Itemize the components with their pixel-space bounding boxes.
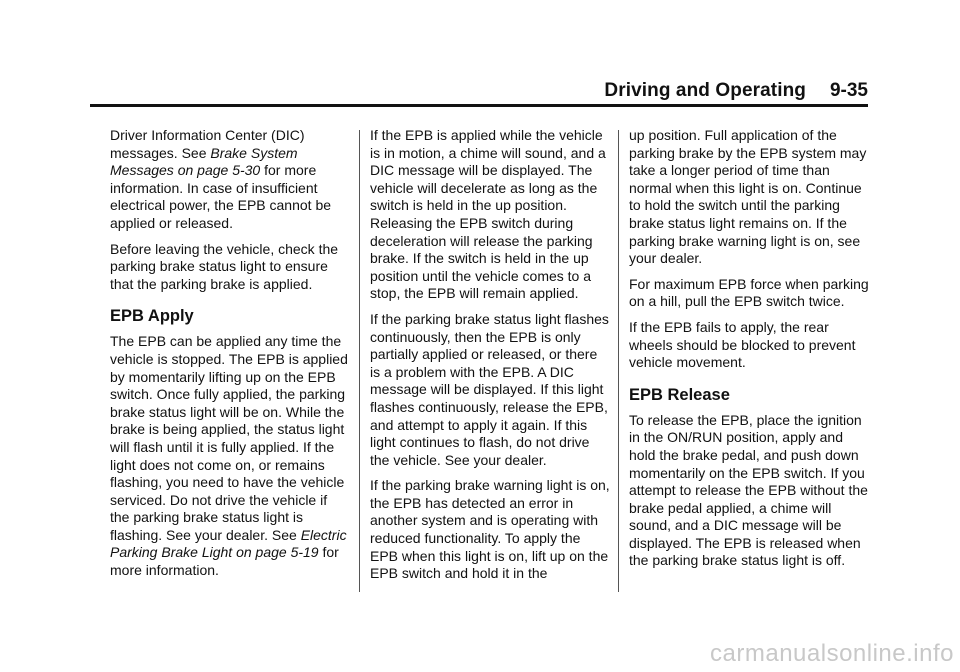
paragraph: If the parking brake status light flashes continuously, then the EPB is only partially applied or released, or there is a problem with the EPB. A DIC message will be displayed. If this light flashes continuously, release the EPB, and attempt to apply it again. If this light continues to flash, do not drive the vehicle. See your dealer.: [370, 310, 609, 468]
paragraph: If the EPB is applied while the vehicle is in motion, a chime will sound, and a DIC message will be displayed. The vehicle will decelerate as long as the switch is held in the up position. Releasing the EPB switch during deceleration will release the parking brake. If the switch is held in the up position until the vehicle comes to a stop, the EPB will remain applied.: [370, 127, 606, 302]
cross-reference-link[interactable]: Electric Parking Brake Light on page 5-19: [110, 526, 347, 561]
section-heading-epb-apply: EPB Apply: [110, 307, 194, 326]
page-header: [90, 80, 868, 104]
paragraph: If the parking brake warning light is on, the EPB has detected an error in another system and is operating with reduced functionality. To apply the EPB when this light is on, lift up on the EPB switch and hold it in the: [370, 477, 610, 582]
text: Driver Information Center (DIC) messages. See: [110, 127, 305, 161]
header-rule: [90, 104, 868, 107]
paragraph: [110, 127, 350, 233]
text: for more information. In case of insufficient electrical power, the EPB cannot be applied or released.: [110, 162, 332, 231]
paragraph: For maximum EPB force when parking on a hill, pull the EPB switch twice.: [629, 275, 869, 310]
paragraph: To release the EPB, place the ignition in the ON/RUN position, apply and hold the brake pedal, and push down momentarily on the EPB switch. If you attempt to release the EPB without the brake pedal applied, a chime will sound, and a DIC message will be displayed. The EPB is released when the parking brake status light is off.: [629, 411, 868, 569]
section-heading-epb-release: EPB Release: [629, 385, 730, 404]
paragraph: up position. Full application of the parking brake by the EPB system may take a longer period of time than normal when this light is on. Continue to hold the switch until the parking brake status light remains on. If the parking brake warning light is on, see your dealer.: [629, 127, 867, 267]
section-title: Driving and Operating: [604, 80, 806, 101]
cross-reference-link[interactable]: Brake System Messages on page 5-30: [110, 144, 298, 179]
paragraph: Before leaving the vehicle, check the parking brake status light to ensure that the parking brake is applied.: [110, 240, 339, 292]
column-divider: [359, 130, 360, 592]
text: The EPB can be applied any time the vehicle is stopped. The EPB is applied by momentarily lifting up on the EPB switch. Once fully applied, the parking brake status light will be on. While the brake is being applied, the status light will flash until it is fully applied. If the light does not come on, or remains flashing, you need to have the vehicle serviced. Do not drive the vehicle if the parking brake status light is flashing. See your dealer. See: [110, 333, 348, 543]
column-3: [629, 127, 873, 578]
column-2: [370, 127, 610, 591]
column-1: [110, 127, 350, 588]
text: for more information.: [110, 544, 339, 579]
watermark: carmanualsonline.info: [710, 640, 954, 667]
paragraph: If the EPB fails to apply, the rear wheels should be blocked to prevent vehicle movement.: [629, 318, 856, 371]
column-divider: [618, 130, 619, 592]
page-number: 9-35: [829, 80, 868, 101]
paragraph: [110, 333, 350, 579]
